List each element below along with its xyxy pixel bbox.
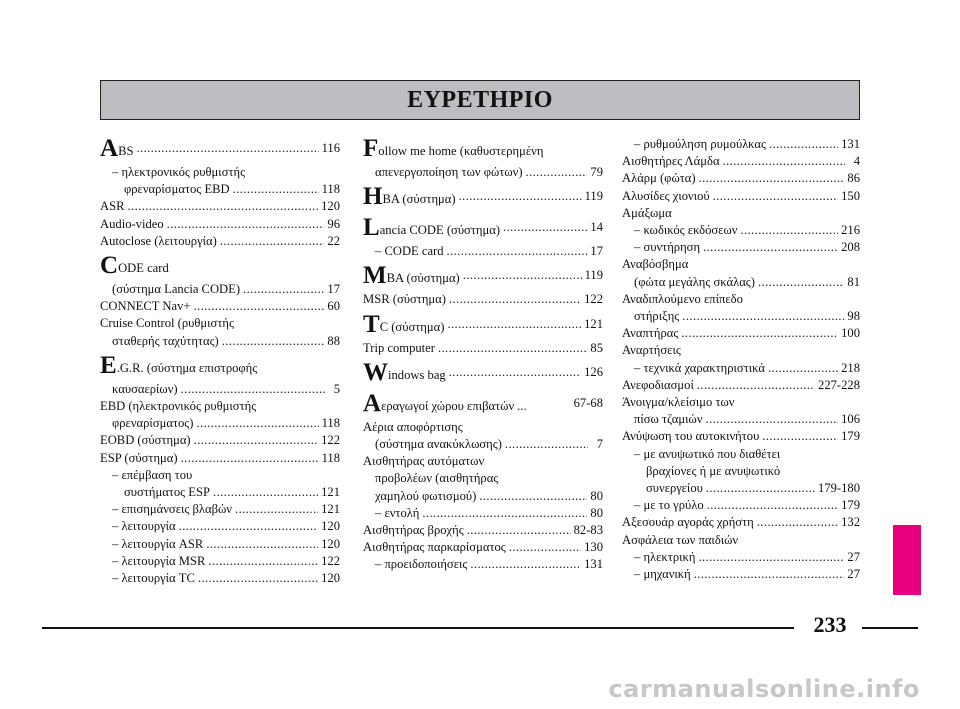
page-ref: 100 [841,326,860,341]
section-letter: Α [363,389,382,417]
page-ref: 121 [321,485,340,500]
page-ref: 60 [327,299,340,314]
index-entry: συστήματος ESP ..... 121 [100,484,340,501]
page-ref: 120 [321,536,340,551]
index-entry: CODE card [100,252,169,280]
index-entry: EBD (ηλεκτρονικός ρυθμιστής [100,399,257,414]
page-ref: 119 [584,268,603,283]
page-ref: 79 [590,165,603,179]
page-ref: 119 [584,189,603,204]
page-ref: 118 [321,450,340,465]
index-entry: Αεραγωγοί χώρου επιβατών ... 67-68 [363,389,603,417]
section-tab-marker [893,525,921,595]
index-entry: (σύστημα ανακύκλωσης) ..... 7 [363,436,603,453]
index-entry: Αναδιπλούμενο επίπεδο [622,291,743,306]
index-entry: – τεχνικά χαρακτηριστικά ..... 218 [622,360,860,377]
index-entry: Αναπτήρας ..... 100 [622,325,860,342]
page-ref: 130 [584,540,603,555]
index-entry: Cruise Control (ρυθμιστής [100,316,234,331]
section-letter: C [100,252,119,280]
index-section-w [363,360,603,388]
index-entry: Follow me home (καθυστερημένη [363,135,544,162]
index-entry: – ηλεκτρονικός ρυθμιστής [112,165,246,179]
index-entry: HBA (σύστημα) ..... 119 [363,184,603,212]
index-entry: ABS ..... 116 [100,136,340,164]
page-ref: 22 [327,233,340,248]
page-ref: 179-180 [818,481,860,496]
index-entry: – ρυθμούληση ρυμούλκας ..... 131 [622,136,860,153]
page-ref: 86 [847,171,860,186]
index-entry: Αισθητήρας βροχής ..... 82-83 [363,522,603,539]
section-letter: F [363,135,379,162]
index-entry: καυσαερίων) ..... 5 [100,381,340,398]
index-entry: – επέμβαση του [112,467,193,482]
index-entry: Ανεφοδιασμοί ..... 227-228 [622,377,860,394]
page-ref: 131 [841,137,860,151]
index-column-3 [622,136,860,583]
index-entry: Αισθητήρας αυτόματων [363,454,485,469]
page-ref: 96 [327,216,340,231]
watermark: carmanualsonline.info [608,675,920,703]
section-letter: W [363,358,388,386]
index-entry: – επισημάνσεις βλαβών ..... 121 [100,501,340,518]
page-ref: 27 [847,567,860,582]
page-ref: 67-68 [573,395,603,410]
index-entry: Αξεσουάρ αγοράς χρήστη ..... 132 [622,514,860,531]
page-ref: 122 [584,292,603,307]
page-ref: 118 [321,416,340,431]
page-ref: 85 [590,340,603,355]
page-ref: 120 [321,519,340,534]
index-entry: Ασφάλεια των παιδιών [622,532,739,547]
index-entry: – με ανυψωτικό που διαθέτει [634,446,781,461]
page-number: 233 [813,612,847,637]
page-ref: 82-83 [573,523,603,538]
index-header [100,80,860,120]
index-entry: Αναρτήσεις [622,343,681,358]
index-entry: Αέρια αποφόρτισης [363,419,463,434]
page-ref: 122 [321,433,340,448]
page-ref: 227-228 [818,377,860,392]
index-entry: E.G.R. (σύστημα επιστροφής [100,351,258,379]
index-entry: (φώτα μεγάλης σκάλας) ..... 81 [622,274,860,291]
index-entry: πίσω τζαμιών ..... 106 [622,411,860,428]
page-ref: 98 [847,309,860,324]
index-section-m [363,263,603,308]
page-ref: 27 [847,549,860,564]
index-entry: – λειτουργία ..... 120 [100,518,340,535]
index-entry: ESP (σύστημα) ..... 118 [100,450,340,467]
page-ref: 14 [590,220,603,235]
section-letter: E [100,351,117,379]
index-column-2 [363,136,603,574]
index-entry: – κωδικός εκδόσεων ..... 216 [622,222,860,239]
index-entry: στήριξης ..... 98 [622,308,860,325]
index-entry: φρεναρίσματος EBD ..... 118 [100,181,340,198]
page-ref: 17 [327,282,340,297]
index-entry: Αλυσίδες χιονιού ..... 150 [622,188,860,205]
page-ref: 132 [841,515,860,530]
index-section-h [363,184,603,212]
index-entry: CONNECT Nav+ ..... 60 [100,298,340,315]
page-ref: 122 [321,553,340,568]
page-ref: 121 [321,502,340,517]
section-letter: L [363,214,380,242]
index-entry: Trip computer ..... 85 [363,340,603,357]
index-entry: MBA (σύστημα) ..... 119 [363,263,603,291]
index-entry: – CODE card ..... 17 [363,243,603,260]
index-entry: φρεναρίσματος) ..... 118 [100,415,340,432]
index-entry: Αμάξωμα [622,205,672,220]
index-entry: Autoclose (λειτουργία) ..... 22 [100,233,340,250]
page-ref: 106 [841,412,860,427]
page-ref: 5 [333,381,340,396]
section-letter: M [363,262,387,290]
index-section-c [100,253,340,350]
index-section-e [100,353,340,587]
index-entry: – συντήρηση ..... 208 [622,239,860,256]
page-ref: 116 [321,141,340,155]
page-ref: 80 [590,488,603,503]
section-letter: T [363,310,380,338]
index-entry: MSR (σύστημα) ..... 122 [363,291,603,308]
page-ref: 208 [841,240,860,255]
page-ref: 150 [841,188,860,203]
page-ref: 80 [590,505,603,520]
page-ref: 126 [584,364,603,379]
index-entry: Audio-video ..... 96 [100,216,340,233]
index-entry: Lancia CODE (σύστημα) ..... 14 [363,215,603,243]
page-ref: 120 [321,199,340,214]
index-entry: Αλάρμ (φώτα) ..... 86 [622,170,860,187]
index-entry: απενεργοποίηση των φώτων) ..... 79 [363,164,603,181]
index-section-l [363,215,603,260]
index-entry: Αισθητήρες Λάμδα ..... 4 [622,153,860,170]
index-entry: συνεργείου ..... 179-180 [622,480,860,497]
index-entry: βραχίονες ή με ανυψωτικό [646,463,781,478]
index-section-t [363,312,603,357]
index-entry: Αναβόσβημα [622,257,689,272]
page-ref: 131 [584,557,603,572]
index-entry: προβολέων (αισθητήρας [375,471,499,486]
footer-rule-right [862,627,918,629]
index-entry: – προειδοποιήσεις ..... 131 [363,556,603,573]
page-ref: 4 [853,154,860,169]
index-entry: Ανύψωση του αυτοκινήτου ..... 179 [622,428,860,445]
footer-rule-left [42,627,794,629]
index-entry: – λειτουργία TC ..... 120 [100,570,340,587]
index-entry: σταθερής ταχύτητας) ..... 88 [100,333,340,350]
page-ref: 121 [584,316,603,331]
index-entry: – εντολή ..... 80 [363,505,603,522]
section-letter: A [100,135,119,162]
page-ref: 17 [590,244,603,259]
page-ref: 81 [847,274,860,289]
index-entry: (σύστημα Lancia CODE) ..... 17 [100,281,340,298]
index-entry: – λειτουργία MSR ..... 122 [100,553,340,570]
section-letter: H [363,183,383,211]
page-ref: 88 [327,333,340,348]
page-ref: 7 [596,437,603,452]
index-entry: Άνοιγμα/κλείσιμο των [622,395,735,410]
index-section-f [363,136,603,181]
index-entry: TC (σύστημα) ..... 121 [363,312,603,340]
index-entry: – ηλεκτρική ..... 27 [622,549,860,566]
index-column-1 [100,136,340,587]
page-ref: 118 [321,182,340,197]
index-entry: Windows bag ..... 126 [363,360,603,388]
index-entry: – μηχανική ..... 27 [622,566,860,583]
page-ref: 216 [841,223,860,238]
page-ref: 179 [841,429,860,444]
page-title: ΕΥΡΕΤΗΡΙΟ [407,86,553,113]
index-entry: χαμηλού φωτισμού) ..... 80 [363,488,603,505]
index-entry: Αισθητήρας παρκαρίσματος ..... 130 [363,539,603,556]
index-section-alpha [363,391,603,574]
index-entry: EOBD (σύστημα) ..... 122 [100,432,340,449]
page-ref: 218 [841,360,860,375]
index-entry: – λειτουργία ASR ..... 120 [100,536,340,553]
page-ref: 179 [841,498,860,513]
index-entry: ASR ..... 120 [100,198,340,215]
index-entry: – με το γρύλο ..... 179 [622,497,860,514]
index-section-a [100,136,340,250]
page-ref: 120 [321,571,340,586]
